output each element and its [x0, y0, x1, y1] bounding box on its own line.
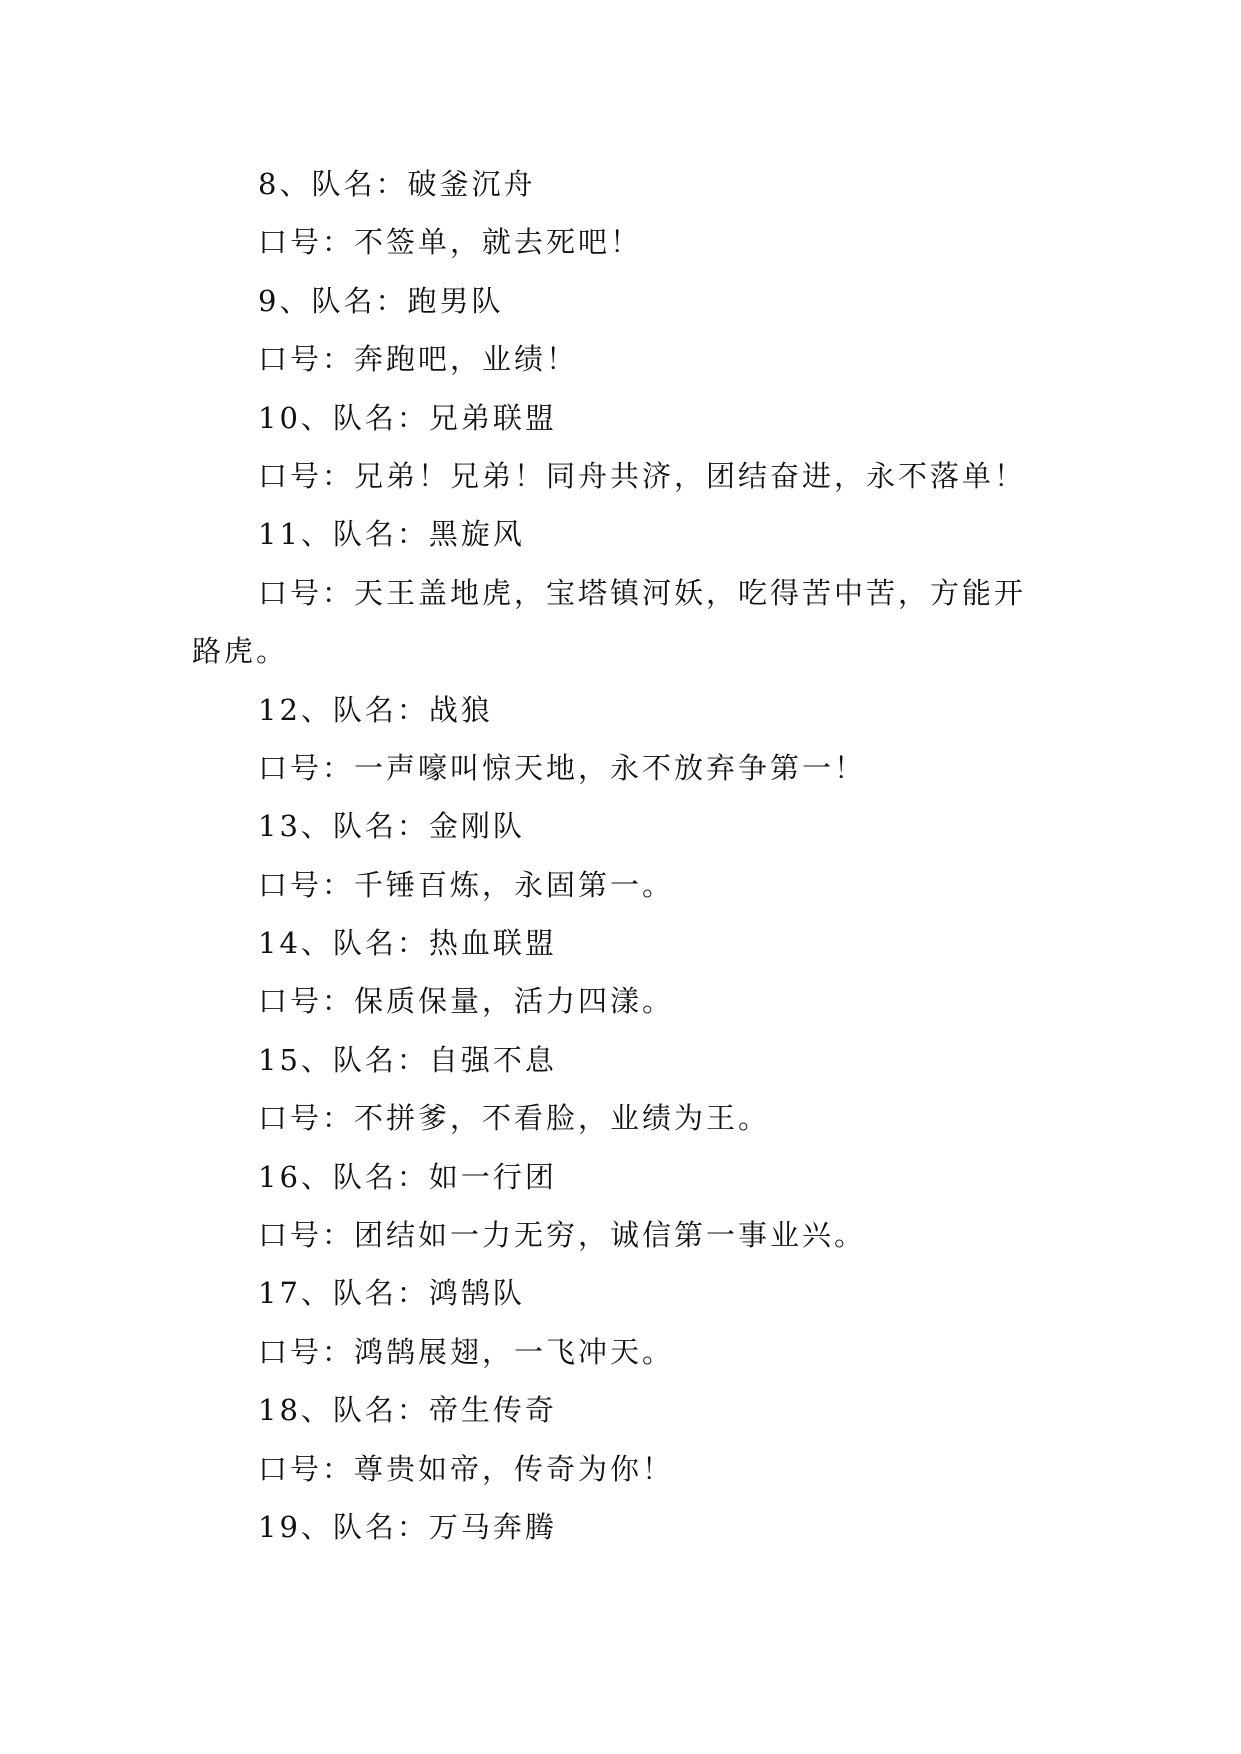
slogan-11-line1: 口号：天王盖地虎，宝塔镇河妖，吃得苦中苦，方能开 [258, 575, 1027, 610]
team-name-18: 18、队名：帝生传奇 [258, 1393, 557, 1428]
team-name-12: 12、队名：战狼 [258, 692, 493, 727]
document-body [192, 155, 1072, 1556]
team-name-14: 14、队名：热血联盟 [258, 926, 557, 961]
slogan-14: 口号：保质保量，活力四漾。 [258, 984, 675, 1019]
team-name-19: 19、队名：万马奔腾 [258, 1509, 557, 1544]
slogan-10: 口号：兄弟！兄弟！同舟共济，团结奋进，永不落单！ [258, 458, 1027, 493]
slogan-11-line2: 路虎。 [192, 634, 289, 669]
slogan-15: 口号：不拼爹，不看脸，业绩为王。 [258, 1101, 771, 1136]
team-name-10: 10、队名：兄弟联盟 [258, 400, 557, 435]
team-name-9: 9、队名：跑男队 [258, 283, 504, 318]
team-name-16: 16、队名：如一行团 [258, 1159, 557, 1194]
slogan-9: 口号：奔跑吧，业绩！ [258, 342, 579, 377]
slogan-18: 口号：尊贵如帝，传奇为你！ [258, 1451, 675, 1486]
team-name-8: 8、队名：破釜沉舟 [258, 167, 536, 201]
slogan-13: 口号：千锤百炼，永固第一。 [258, 867, 675, 902]
team-name-11: 11、队名：黑旋风 [258, 517, 525, 552]
slogan-17: 口号：鸿鹄展翅，一飞冲天。 [258, 1334, 675, 1369]
slogan-12: 口号：一声嚎叫惊天地，永不放弃争第一！ [258, 750, 867, 785]
slogan-8: 口号：不签单，就去死吧！ [258, 225, 643, 260]
team-name-17: 17、队名：鸿鹄队 [258, 1276, 525, 1311]
team-name-13: 13、队名：金刚队 [258, 809, 525, 844]
slogan-16: 口号：团结如一力无穷，诚信第一事业兴。 [258, 1218, 867, 1253]
team-name-15: 15、队名：自强不息 [258, 1042, 557, 1077]
